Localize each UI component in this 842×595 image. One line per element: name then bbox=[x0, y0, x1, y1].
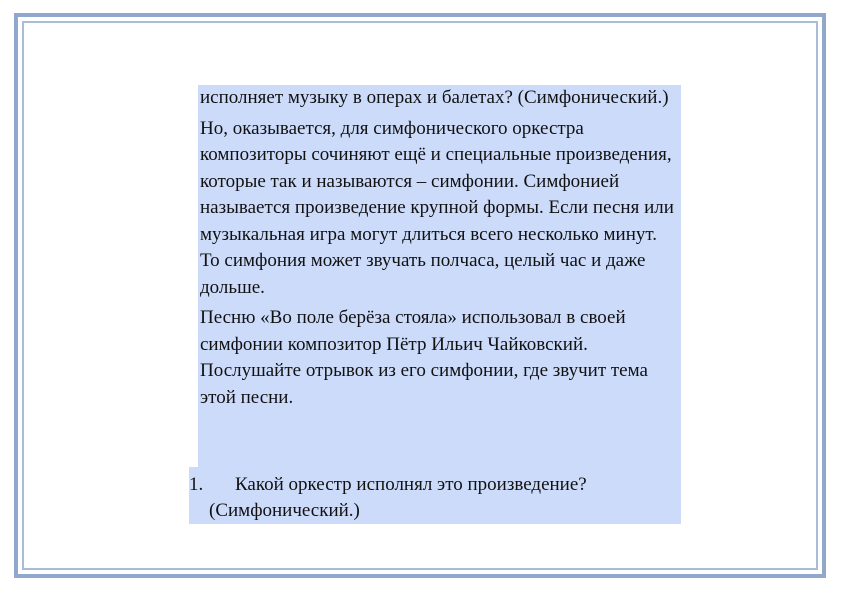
question-item bbox=[189, 467, 681, 524]
question-number: 1. bbox=[189, 474, 204, 495]
question-answer: (Симфонический.) bbox=[209, 500, 360, 521]
paragraph-2: Но, оказывается, для симфонического оркестра композиторы сочиняют ещё и специальные произведения, которые так и называются – симфонии. Симфонией называется произведение крупной формы. Если песня или музыкальная игра могут длиться всего несколько минут. То симфония может звучать полчаса, целый час и даже дольше. bbox=[200, 117, 674, 298]
paragraph-1: исполняет музыку в операх и балетах? (Симфонический.) bbox=[200, 87, 669, 108]
question-line bbox=[189, 473, 587, 497]
paragraph-3: Песню «Во поле берёза стояла» использовал в своей симфонии композитор Пётр Ильич Чайковский. Послушайте отрывок из его симфонии, где звучит тема этой песни. bbox=[200, 307, 648, 408]
text-block bbox=[198, 85, 681, 467]
question-text: Какой оркестр исполнял это произведение? bbox=[235, 474, 587, 495]
